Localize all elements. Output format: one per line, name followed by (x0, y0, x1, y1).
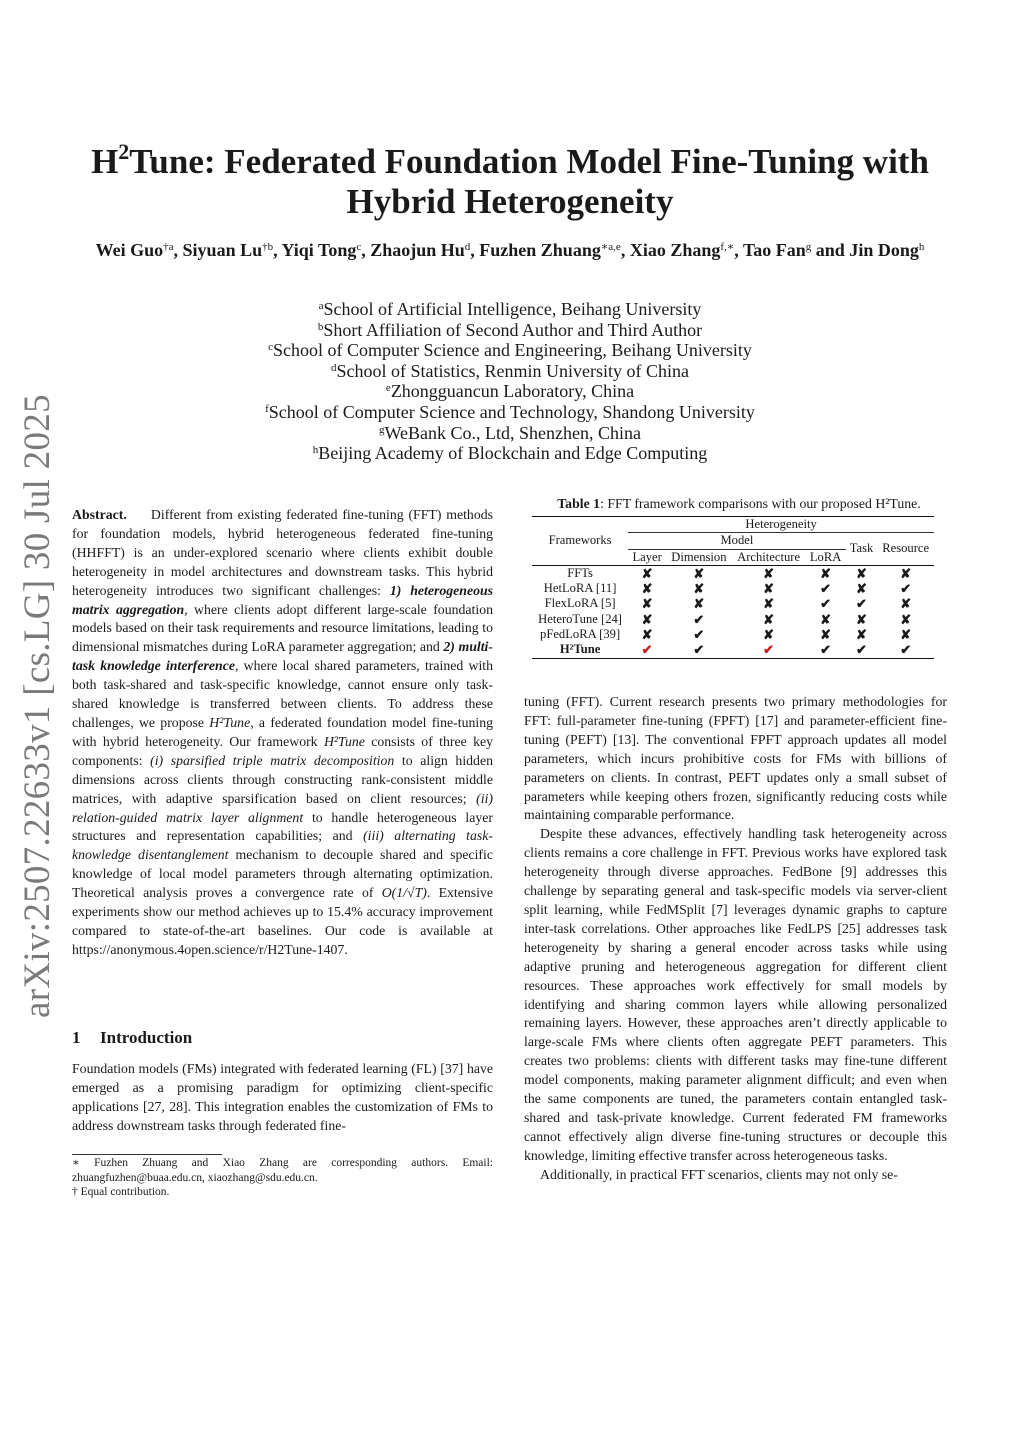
author: Yiqi Tong (281, 240, 357, 260)
footnote-equal-contribution: † Equal contribution. (72, 1186, 170, 1198)
paragraph: Additionally, in practical FFT scenarios, clients may not only se- (540, 1166, 898, 1182)
header-frameworks: Frameworks (548, 533, 612, 548)
footnotes (72, 1156, 493, 1200)
author: Jin Dong (849, 240, 919, 260)
footnote-divider (72, 1154, 222, 1155)
header-dimension: Dimension (671, 549, 727, 564)
affiliation: $^e$Zhongguancun Laboratory, China (385, 381, 635, 402)
author: Zhaojun Hu (370, 240, 465, 260)
arxiv-identifier: arXiv:2507.22633v1 [cs.LG] 30 Jul 2025 (17, 394, 58, 1018)
affiliation: $^b$Short Affiliation of Second Author and Third Author (317, 319, 703, 340)
author: Tao Fan (742, 240, 806, 260)
abstract-label: Abstract. (72, 507, 127, 522)
paper-title: $H^2Tune$: Federated Foundation Model Fine-Tuning with Hybrid Heterogeneity (91, 139, 929, 221)
table-row: HetLoRA [11] ✘ ✘ ✘ ✔ ✘ ✔ (543, 581, 912, 597)
intro-paragraph-left: Foundation models (FMs) integrated with federated learning (FL) [37] have emerged as a promising paradigm for optimizing client-specific applications [27, 28]. This integration enables the customization of FMs to address downstream tasks through federated fine- (72, 1061, 493, 1133)
affiliation: $^d$School of Statistics, Renmin University of China (331, 360, 689, 381)
affiliation: $^c$School of Computer Science and Engineering, Beihang University (268, 340, 752, 361)
table-row: FlexLoRA [5] ✘ ✘ ✘ ✔ ✔ ✘ (544, 596, 912, 612)
header-architecture: Architecture (737, 549, 801, 564)
affiliation-list (160, 299, 860, 464)
author: Fuzhen Zhuang (479, 240, 601, 260)
table-row: FFTs ✘ ✘ ✘ ✘ ✘ ✘ (567, 565, 912, 581)
header-task: Task (849, 541, 874, 556)
header-resource: Resource (882, 541, 930, 556)
affiliation: $^a$School of Artificial Intelligence, Beihang University (318, 299, 702, 319)
abstract: Abstract. Different from existing federated fine-tuning (FFT) methods for foundation models, hybrid heterogeneous federated fine-tuning (HHFFT) is an under-explored scenario where clients exhibit double heterogeneity in model architectures and downstream tasks. This hybrid heterogeneity introduces two significant challenges: 1) heterogeneous matrix aggregation, where clients adopt different large-scale foundation models based on their task requirements and resource limitations, leading to dimensional mismatches during LoRA parameter aggregation; and 2) multi-task knowledge interference, where local shared parameters, trained with both task-shared and task-specific knowledge, cannot ensure only task-shared knowledge is transferred between clients. To address these challenges, we propose H²Tune, a federated foundation model fine-tuning with hybrid heterogeneity. Our framework H²Tune consists of three key components: (i) sparsified triple matrix decomposition to align hidden dimensions across clients through constructing rank-consistent middle matrices, with adaptive sparsification based on client resources; (ii) relation-guided matrix layer alignment to handle heterogeneous layer structures and representation capabilities; and (iii) alternating task-knowledge disentanglement mechanism to decouple shared and specific knowledge of local model parameters through alternating optimization. Theoretical analysis proves a convergence rate of O(1/√T). Extensive experiments show our method achieves up to 15.4% accuracy improvement compared to state-of-the-art baselines. Our code is available at https://anonymous.4open.science/r/H2Tune-1407. (72, 507, 494, 957)
table-row-ours: H²Tune ✔ ✔ ✔ ✔ ✔ ✔ (532, 642, 934, 658)
header-layer: Layer (632, 549, 662, 564)
header-model: Model (628, 533, 845, 549)
affiliation: $^f$School of Computer Science and Technology, Shandong University (265, 401, 755, 422)
header-heterogeneity: Heterogeneity (628, 517, 934, 533)
comparison-table (532, 516, 934, 659)
section-heading-introduction: 1 Introduction (72, 1028, 193, 1047)
footnote-corresponding: ∗ Fuzhen Zhuang and Xiao Zhang are corresponding authors. Email: zhuangfuzhen@buaa.edu.cn, xiaozhang@sdu.edu.cn. (72, 1157, 493, 1184)
affiliation: $^g$WeBank Co., Ltd, Shenzhen, China (378, 422, 641, 443)
table-row: pFedLoRA [39] ✘ ✔ ✘ ✘ ✘ ✘ (540, 627, 912, 643)
author: Wei Guo (95, 240, 164, 260)
paragraph: Despite these advances, effectively handling task heterogeneity across clients remains a core challenge in FFT. Previous works have explored task heterogeneity through diverse approaches. FedBone [9] addresses this challenge by separating general and task-specific models via server-client split learning, while FedMSplit [7] leverages dynamic graphs to capture inter-task correlations. Other approaches like FedLPS [25] addresses task heterogeneity by sharing a general encoder across tasks while using adaptive pruning and heterogeneous aggregation for different client resources. These approaches work effectively for small models by identifying and sharing common layers while allowing personalized remaining layers. However, these approaches aren’t directly applicable to large-scale FMs where clients often aggregate PEFT parameters. This creates two problems: clients with different tasks may fine-tune different model components, making parameter alignment difficult; and even when the same components are tuned, the parameters contain entangled task-shared and task-private knowledge. Current federated FM frameworks cannot effectively align diverse fine-tuning structures or decouple this knowledge, limiting effective transfer across heterogeneous tasks. (524, 826, 947, 1163)
author-list: Wei Guo$^{\dagger a}$, Siyuan Lu$^{\dagger b}$, Yiqi Tong$^c$, Zhaojun Hu$^d$, Fuzhen Zhuang$^{∗a,e}$, Xiao Zhang$^{f,∗}$, Tao Fan$^g$ and Jin Dong$^h$ (95, 240, 925, 260)
author: Xiao Zhang (629, 240, 721, 260)
intro-paragraphs-right (524, 693, 947, 1185)
author: Siyuan Lu (182, 240, 263, 260)
affiliation: $^h$Beijing Academy of Blockchain and Edge Computing (312, 443, 708, 464)
paragraph: tuning (FFT). Current research presents two primary methodologies for FFT: full-parameter fine-tuning (FPFT) [17] and parameter-efficient fine-tuning (PEFT) [13]. The conventional FPFT approach updates all model parameters, which incurs prohibitive costs for FMs with billions of parameters on clients. In contrast, PEFT updates only a small subset of parameters while keeping others frozen, significantly reducing costs while maintaining comparable performance. (524, 694, 947, 823)
header-lora: LoRA (809, 549, 842, 564)
table-row: HeteroTune [24] ✘ ✔ ✘ ✘ ✘ ✘ (538, 611, 912, 627)
table-caption: Table 1: FFT framework comparisons with our proposed H²Tune. (557, 496, 921, 511)
